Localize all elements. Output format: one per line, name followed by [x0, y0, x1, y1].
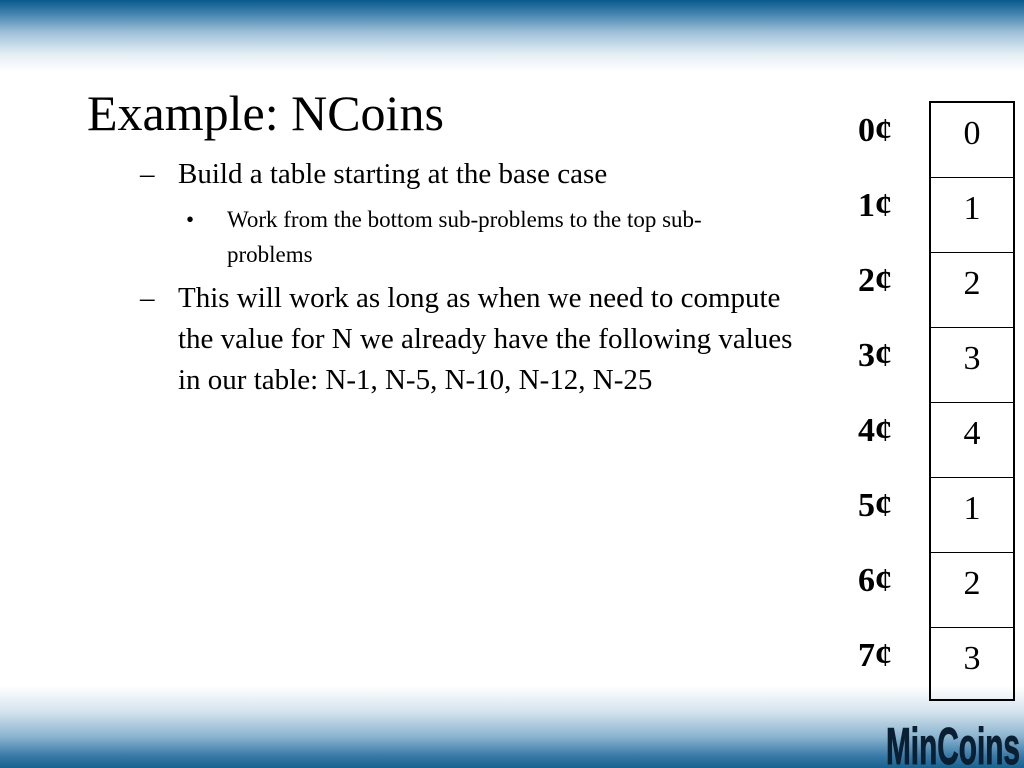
bullet-item [140, 278, 820, 448]
slide-title: Example: NCoins [87, 85, 444, 141]
row-label: 5¢ [858, 487, 892, 524]
table-cell: 1 [931, 477, 1013, 552]
bullet-item [140, 154, 800, 195]
sub-bullet-text: Work from the bottom sub-problems to the top sub-problems [227, 207, 702, 267]
row-label: 1¢ [858, 187, 892, 224]
table-cell: 2 [931, 552, 1013, 627]
bullet-text: Build a table starting at the base case [178, 158, 608, 190]
row-label: 4¢ [858, 412, 892, 449]
table-cell: 4 [931, 402, 1013, 477]
bullet-text: This will work as long as when we need to compute the value for N we already have the following values in our table: N-1, N-5, N-10, N-12, N-25 [178, 282, 793, 396]
row-label: 0¢ [858, 112, 892, 149]
dash-marker: – [140, 158, 155, 190]
row-label: 2¢ [858, 262, 892, 299]
table-cell: 3 [931, 627, 1013, 702]
dash-marker: – [140, 282, 155, 314]
mincoins-logo [886, 704, 1022, 768]
table-cell: 1 [931, 177, 1013, 252]
row-label: 7¢ [858, 637, 892, 674]
row-label: 6¢ [858, 562, 892, 599]
dot-marker: • [186, 207, 195, 232]
logo-text: MinCoins [886, 718, 1020, 768]
table-cell: 2 [931, 252, 1013, 327]
row-label: 3¢ [858, 337, 892, 374]
table-cell: 3 [931, 327, 1013, 402]
coin-count-table [929, 101, 1015, 701]
table-cell: 0 [963, 115, 981, 152]
top-gradient-band [0, 0, 1024, 72]
